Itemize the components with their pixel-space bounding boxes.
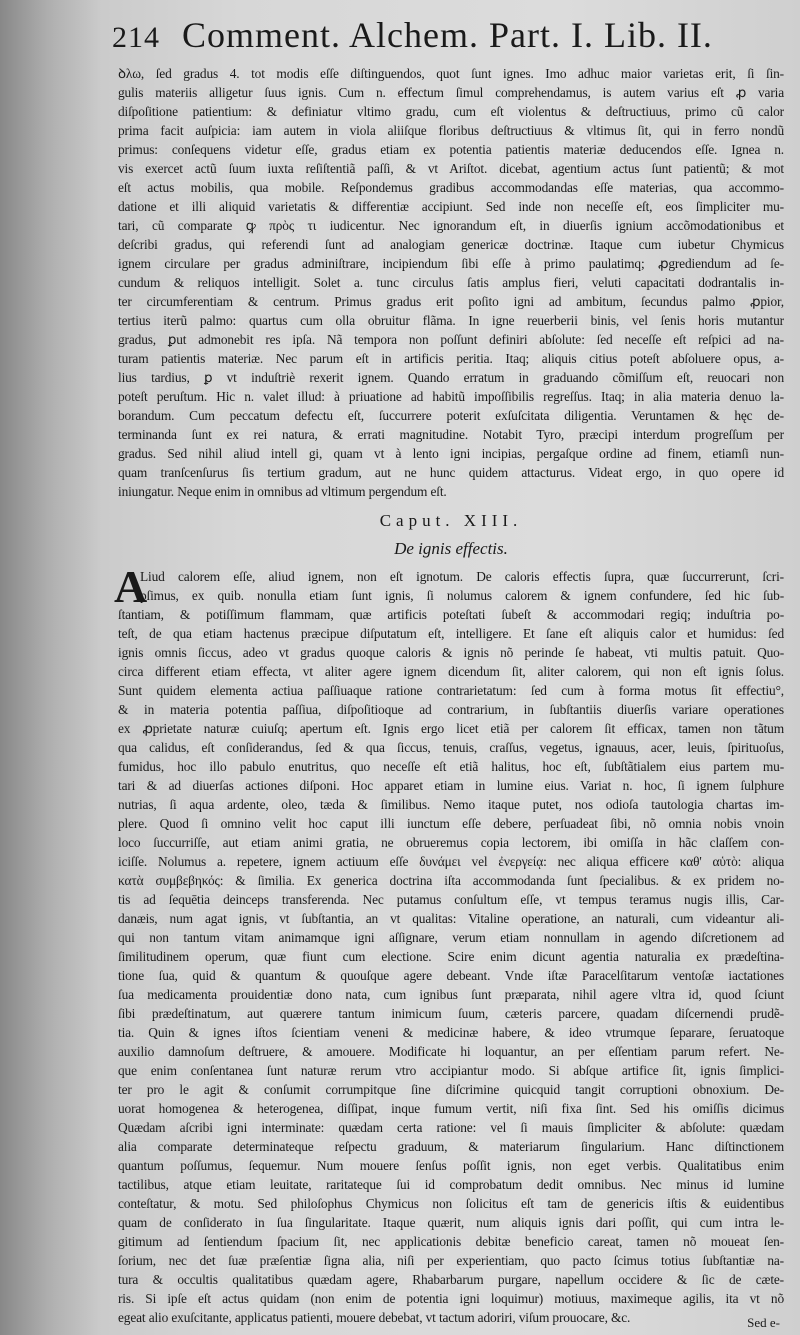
text-line: borandum. Cum peccatum defectu eſt, ſuccurrere poterit exſuſcitata diligentia. Veruntamen & hęc de- <box>118 408 784 423</box>
text-line: nutrias, ſi aqua ardente, oleo, tæda & ſimilibus. Nemo itaque putet, nos odioſa tautologia chartas im- <box>118 797 784 812</box>
paragraph-lines <box>118 567 784 1327</box>
text-line: quantum poſſumus, ſequemur. Num mouere ſenſus poſſit ignis, non eget verbis. Qualitatibus enim <box>118 1158 784 1173</box>
text-line: vis exercet actũ ſuum iuxta reſiſtentiã paſſi, & vt Ariſtot. dicebat, agentium actus ſunt patientũ; & mot <box>118 161 784 176</box>
text-line: tari, cũ comparate ꝙ πρὸς τι iudicentur. Nec ignorandum eſt, in diuerſis ignium accõmodationibus et <box>118 218 784 233</box>
text-line: κατὰ συμβεβηκός: & ſimilia. Ex generica doctrina iſta accommodanda ſunt ſpecialibus. & ex pridem no- <box>118 873 784 888</box>
text-line: gradus. Sed nihil aliud intell gi, quam vt à lento igni incipias, pergaſque ordine ad finem, etiamſi nun- <box>118 446 784 461</box>
chapter-heading: Caput. XIII. <box>379 511 523 530</box>
text-line: ter pro le agit & conſumit corrumpitque ſine diſcrimine quicquid tangit corruptioni obnoxium. De- <box>118 1082 784 1097</box>
text-line: gradus, ꝑut admonebit res ipſa. Nã tempora non poſſunt definiri abſolute: ſed neceſſe eſt reſpici ad na- <box>118 332 784 347</box>
text-line: cundum & reliquos intelligit. Solet a. tunc circulus ſatis amplus fieri, veluti capacitati dodrantalis in- <box>118 275 784 290</box>
text-line: pſimus, ex quib. nonulla etiam ſunt ignis, ſi nolumus calorem & ignem confundere, ſed hic ſub- <box>140 588 784 603</box>
text-line: alia comparate determinateque reſpectu graduum, & materiarum ſingularium. Hanc diſtinctionem <box>118 1139 784 1154</box>
running-head <box>112 14 740 64</box>
drop-cap: A <box>114 561 148 612</box>
text-line: qui non tantum vitam animamque igni aſſignare, verum etiam nonnullam in agendo diſcretionem ad <box>118 930 784 945</box>
text-line: tactilibus, atque etiam leuitate, raritateque ſui id comprobatum dedit omnibus. Nec minus id lumine <box>118 1177 784 1192</box>
text-line: que enim conſentanea ſunt naturæ rerum vtro accipiantur modo. Si abſque artifice ſit, ignis ſimplici- <box>118 1063 784 1078</box>
text-line: gitimum ad ſentiendum ſpacium ſit, nec applicationis debitæ beneficio careat, tamen nõ moueat ſen- <box>118 1234 784 1249</box>
text-line: ſua medicamenta prouidentiæ dono nata, cum ignibus ſunt præparata, nihil agere vltra id, quod ſciunt <box>118 987 784 1002</box>
text-line: tura & occultis qualitatibus quædam agere, Rhabarbarum purgare, napellum occidere & ſic de cæte- <box>118 1272 784 1287</box>
text-line: uorat homogenea & heterogenea, diſſipat, inque fumum vertit, niſi fixa ſint. Sed his omiſſis dicimus <box>118 1101 784 1116</box>
text-line: iciſſe. Nolumus a. repetere, ignem actiuum eſſe δυνάμει vel ἐνεργείᾳ: nec aliqua efficere καθ' αὑτὸ: aliqua <box>118 854 784 869</box>
body-text <box>114 64 784 1327</box>
text-line: prima facit auſpicia: iam autem in viola aliiſque floribus deſtructiuus & vltimus ſit, qui in ferro nondũ <box>118 123 784 138</box>
text-line: & in materia potentia paſſiua, diſpoſitioque ad contrarium, in ſubſtantiis diuerſis variare operationes <box>118 702 784 717</box>
chapter-subtitle: De ignis effectis. <box>394 539 508 558</box>
text-line: auxilio damnoſum deſtruere, & amouere. Modificate hi loquantur, an per eſſentiam parum refert. Ne- <box>118 1044 784 1059</box>
text-line: conteſtatur, & motu. Sed philoſophus Chymicus non ſolicitus eſt tam de genericis iſtis & euidentibus <box>118 1196 784 1211</box>
text-line: gulis materiis alligetur ſuus ignis. Cum n. effectum ſimul comprehendamus, is autem varius eſt ꝓ varia <box>118 85 784 100</box>
text-line: quam de conſiderato in ſua ſingularitate. Itaque quærit, num aliquis ignis dari poſſit, qui cum intra le- <box>118 1215 784 1230</box>
page-number: 214 <box>112 21 160 54</box>
text-line: ꝺλω, ſed gradus 4. tot modis eſſe diſtinguendos, quot ſunt ignes. Imo adhuc maior varietas erit, ſi ſin- <box>118 66 784 81</box>
text-line: plere. Quod ſi omnino velit hoc caput illi iunctum eſſe debere, perſuadeat ſibi, nõ omnia nobis vnoin <box>118 816 784 831</box>
text-line: egeat alio exuſcitante, applicatus patienti, mouere debebat, vt tactum adoriri, viſum prouocare, &c. <box>118 1310 631 1325</box>
text-line: teſt, de qua etiam hactenus præcipue diſputatum eſt, intelligere. Et ſane eſt aliquis calor et humidus: ſed <box>118 626 784 641</box>
text-line: ignem circulare per gradus adminiſtrare, incipiendum ſibi eſſe à primo paulatimq; ꝓgrediendum ad ſe- <box>118 256 784 271</box>
text-line: ſimilitudinem operum, quæ fiunt cum electione. Scire enim dicunt agentia naturalia ex prædeſtina- <box>118 949 784 964</box>
text-line: ſtantiam, & potiſſimum flammam, quæ artificis poteſtati ſubeſt & accommodari regiq; induſtria po- <box>118 607 784 622</box>
text-line: tia. Quin & ignes iſtos ſcientiam veneni & medicinæ habere, & ideo vtrumque ſeparare, ſeruatoque <box>118 1025 784 1040</box>
text-line: danæis, num agat ignis, vt ſubſtantia, an vt qualitas: Vitaline operatione, an naturali, cum videantur ali- <box>118 911 784 926</box>
text-line: Liud calorem eſſe, aliud ignem, non eſt ignotum. De caloris effectis ſupra, quæ ſuccurrerunt, ſcri- <box>140 569 784 584</box>
text-line: quam tranſcenſurus ſis tertium gradum, aut ne hunc quidem attacturus. Videat ergo, in quo opere id <box>118 465 784 480</box>
page-gutter-shadow <box>0 0 100 1335</box>
text-line: turam patientis materiæ. Nec parum eſt in artificis peritia. Itaq; aliquis citius poteſt abſoluere opus, a- <box>118 351 784 366</box>
text-line: Quædam aſcribi igni interminate: quædam certa ratione: vel ſi mauis ſimpliciter & abſolute: quædam <box>118 1120 784 1135</box>
text-line: ter circumferentiam & centrum. Primus gradus erit poſito igni ad ambitum, ſecundus palmo ꝓpior, <box>118 294 784 309</box>
text-line: ſibi prædeſtinatum, aut quærere tantum inimicum ſuum, cæteris parcere, quadam diſcernendi prudẽ- <box>118 1006 784 1021</box>
text-line: ex ꝓprietate naturæ cuiuſq; apertum eſt. Ignis ergo licet etiã per calorem ſit efficax, tamen non tãtum <box>118 721 784 736</box>
text-line: eſt actus mobilis, qua mobile. Reſpondemus gradibus accommodandas eſſe materias, qua accommo- <box>118 180 784 195</box>
text-line: circa different etiam effecta, vt aliter agere ignem dicendum ſit, aliter calorem, qui non eſt ignis ſolus. <box>118 664 784 679</box>
text-line: deſcribi gradus, qui referendi ſunt ad analogiam genericæ doctrinæ. Itaque cum iubetur Chymicus <box>118 237 784 252</box>
text-line: Sunt quidem elementa actiua paſſiuaque ratione contrarietatum: ſed cum à forma motus ſit effectiu°, <box>118 683 784 698</box>
text-line: tari & ad diuerſas actiones diſponi. Hoc apparet etiam in lumine eius. Variat n. hoc, ſi ignem ſulphure <box>118 778 784 793</box>
text-line: loco ſuccurriſſe, aut etiam animi gratia, ne obrueremus copia lectorem, ibi omiſſa in hãc claſſem con- <box>118 835 784 850</box>
catchword: Sed e- <box>747 1315 780 1330</box>
text-line: tione ſua, quid & quantum & quouſque agere debeant. Vnde iſtæ Paracelſitarum ventoſæ iactationes <box>118 968 784 983</box>
text-line: diſpoſitione patientium: & definiatur vltimo gradu, cum eſt violentus & deſtructiuus, primo cũ calor <box>118 104 784 119</box>
text-line: datione et illi aliquid varietatis & differentiæ accipiunt. Sed inde non neceſſe eſt, eos ſimpliciter mu- <box>118 199 784 214</box>
paragraph-top <box>118 64 784 501</box>
text-line: tertius iterũ palmo: quartus cum olla obruitur flãma. In igne reuerberii binis, vel ſenis horis mutantur <box>118 313 784 328</box>
running-title: Comment. Alchem. Part. I. Lib. II. <box>182 15 713 55</box>
text-line: lius tardius, ꝑ vt induſtriè rexerit ignem. Quando erratum in graduando cõmiſſum eſt, reuocari non <box>118 370 784 385</box>
text-line: ris. Si ipſe eſt actus quidam (non enim de potentia igni loquimur) motiuus, maximeque agilis, ita vt nõ <box>118 1291 784 1306</box>
text-line: iniungatur. Neque enim in omnibus ad vltimum pergendum eſt. <box>118 484 447 499</box>
text-line: fumidus, hoc illo pabulo enutritus, quo neceſſe eſt etiã halitus, hoc eſt, ſubſtãtialem eius partem mu- <box>118 759 784 774</box>
text-line: terminanda ſunt ex rei natura, & errati magnitudine. Notabit Tyro, præcipi interdum progreſſum per <box>118 427 784 442</box>
text-line: ſorium, nec det ſuæ præſentiæ ſigna alia, niſi per experientiam, quo pacto ſcimus totius ſubſtantiæ na- <box>118 1253 784 1268</box>
text-line: poteſt peruſtum. Hic n. valet illud: à priuatione ad habitũ impoſſibilis regreſſus. Itaq; in alia materia denuo la- <box>118 389 784 404</box>
text-line: primus: conſequens videtur eſſe, gradus etiam ex potentia patientis materiæ deducendos eſſe. Ignea n. <box>118 142 784 157</box>
text-line: qua calidus, eſt conſiderandus, ſed & qua ſiccus, tenuis, craſſus, vegetus, ignauus, acer, leuis, ſpirituoſus, <box>118 740 784 755</box>
text-line: ignis omnis ſiccus, adeo vt gradus quoque caloris & ignis nõ perinde ſe habeat, vti multis patuit. Quo- <box>118 645 784 660</box>
text-line: tis ad ſequētia deinceps transferenda. Nec putamus conſultum eſſe, vt tempus teramus nugis illis, Car- <box>118 892 784 907</box>
paragraph-chapter <box>114 561 784 1327</box>
